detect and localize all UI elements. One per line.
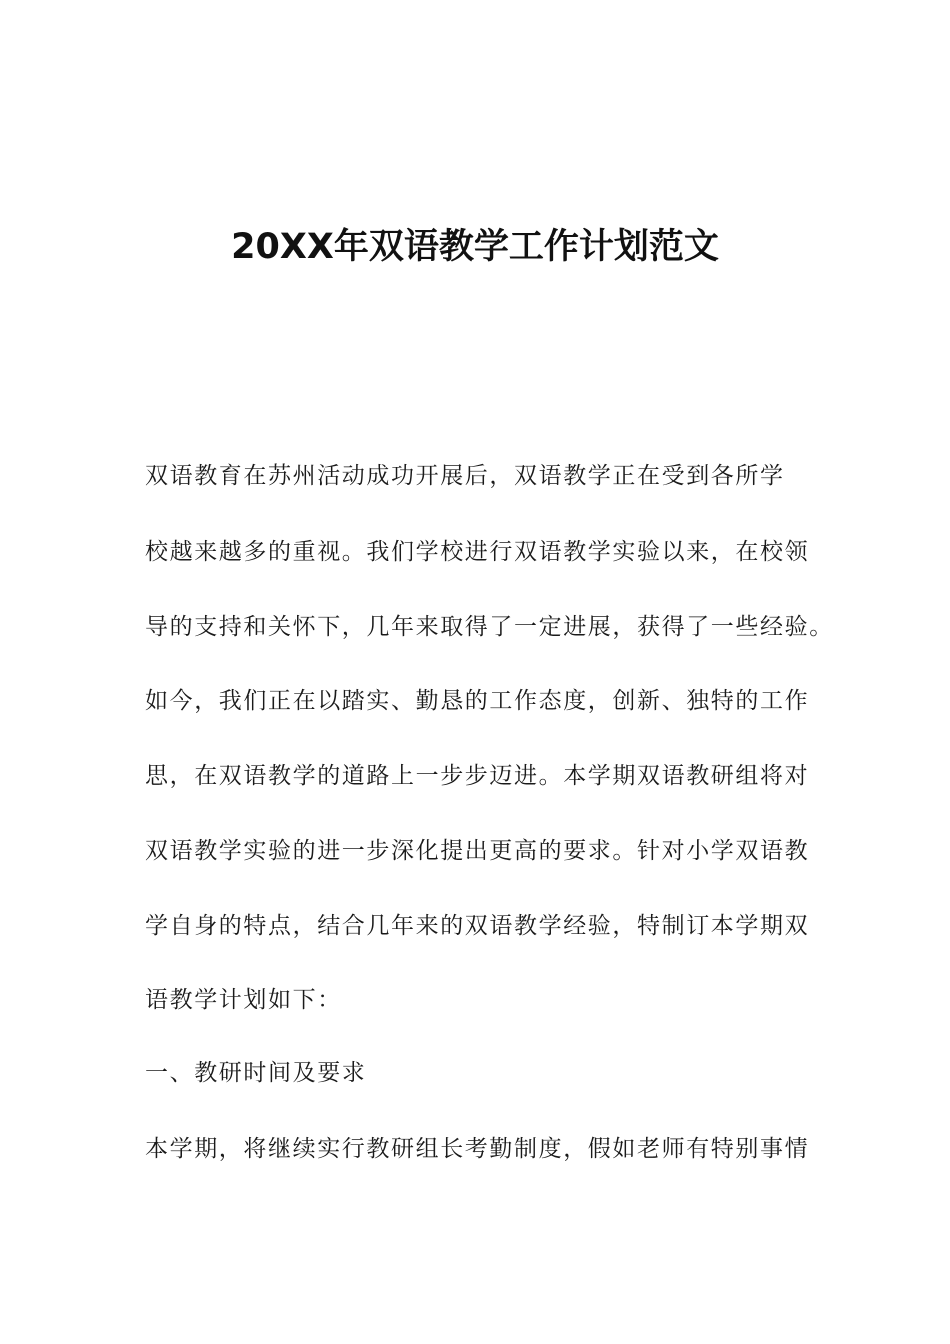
document-title: 20XX年双语教学工作计划范文 (231, 227, 719, 267)
paragraph-line: 双语教学实验的进一步深化提出更高的要求。针对小学双语教 (145, 838, 810, 864)
paragraph-line: 导的支持和关怀下，几年来取得了一定进展，获得了一些经验。 (145, 614, 834, 640)
section-heading: 一、教研时间及要求 (145, 1060, 367, 1086)
paragraph-line: 思，在双语教学的道路上一步步迈进。本学期双语教研组将对 (145, 763, 810, 789)
paragraph-line: 双语教育在苏州活动成功开展后，双语教学正在受到各所学 (145, 463, 785, 489)
paragraph-line: 语教学计划如下： (145, 987, 342, 1013)
paragraph-line: 学自身的特点，结合几年来的双语教学经验，特制订本学期双 (145, 913, 810, 939)
paragraph-line: 校越来越多的重视。我们学校进行双语教学实验以来，在校领 (145, 539, 810, 565)
paragraph-line: 本学期，将继续实行教研组长考勤制度，假如老师有特别事情 (145, 1136, 810, 1162)
paragraph-line: 如今，我们正在以踏实、勤恳的工作态度，创新、独特的工作 (145, 688, 810, 714)
